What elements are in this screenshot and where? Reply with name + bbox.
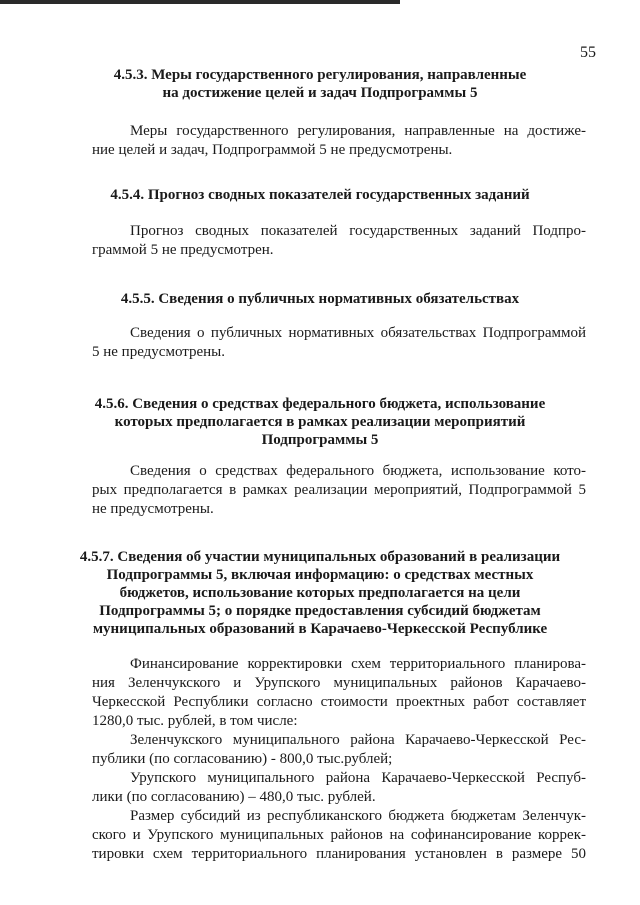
text-line: Размер субсидий из республиканского бюджета бюджетам Зеленчук- <box>130 808 586 824</box>
heading-line: 4.5.6. Сведения о средствах федерального бюджета, использование <box>94 396 546 412</box>
heading-line: Подпрограммы 5, включая информацию: о средствах местных <box>106 567 534 583</box>
heading-line: бюджетов, использование которых предполагается на цели <box>119 585 521 601</box>
heading-line: Подпрограммы 5; о порядке предоставления субсидий бюджетам <box>99 603 541 619</box>
text-line: Черкесской Республики согласно стоимости проектных работ составляет <box>92 694 586 710</box>
text-line: 1280,0 тыс. рублей, в том числе: <box>92 713 298 729</box>
heading-line: 4.5.7. Сведения об участии муниципальных образований в реализации <box>79 549 561 565</box>
text-line: Сведения о средствах федерального бюджета, использование кото- <box>130 463 586 479</box>
text-line: ского и Урупского муниципальных районов на софинансирование коррек- <box>92 827 586 843</box>
text-line: Прогноз сводных показателей государственных заданий Подпро- <box>130 223 586 239</box>
heading-line: 4.5.5. Сведения о публичных нормативных обязательствах <box>120 291 520 307</box>
heading-line: на достижение целей и задач Подпрограммы 5 <box>162 85 478 101</box>
text-line: Урупского муниципального района Карачаево-Черкесской Респуб- <box>130 770 586 786</box>
text-line: Сведения о публичных нормативных обязательствах Подпрограммой <box>130 325 586 341</box>
section-4-5-3-text <box>92 122 586 160</box>
heading-line: Подпрограммы 5 <box>261 432 379 448</box>
text-line: 5 не предусмотрены. <box>92 344 226 360</box>
page-number: 55 <box>580 44 596 61</box>
heading-line: 4.5.3. Меры государственного регулирования, направленные <box>113 67 527 83</box>
heading-line: которых предполагается в рамках реализации мероприятий <box>114 414 526 430</box>
text-line: Зеленчукского муниципального района Карачаево-Черкесской Рес- <box>130 732 586 748</box>
text-line: рых предполагается в рамках реализации мероприятий, Подпрограммой 5 <box>92 482 586 498</box>
scan-edge-line <box>0 0 400 4</box>
text-line: граммой 5 не предусмотрен. <box>92 242 274 258</box>
section-4-5-7-heading <box>0 548 640 638</box>
section-4-5-5-heading <box>0 290 640 308</box>
text-line: ние целей и задач, Подпрограммой 5 не предусмотрены. <box>92 142 453 158</box>
section-4-5-6-text <box>92 462 586 519</box>
text-line: Финансирование корректировки схем территориального планирова- <box>130 656 586 672</box>
text-line: ния Зеленчукского и Урупского муниципальных районов Карачаево- <box>92 675 586 691</box>
section-4-5-4-text <box>92 222 586 260</box>
text-line: лики (по согласованию) – 480,0 тыс. рублей. <box>92 789 376 805</box>
text-line: тировки схем территориального планирования установлен в размере 50 <box>92 846 586 862</box>
section-4-5-4-heading <box>0 186 640 204</box>
text-line: публики (по согласованию) - 800,0 тыс.рублей; <box>92 751 393 767</box>
text-line: не предусмотрены. <box>92 501 214 517</box>
section-4-5-5-text <box>92 324 586 362</box>
text-line: Меры государственного регулирования, направленные на достиже- <box>130 123 586 139</box>
heading-line: муниципальных образований в Карачаево-Черкесской Республике <box>92 621 548 637</box>
section-4-5-7-text <box>92 655 586 864</box>
heading-line: 4.5.4. Прогноз сводных показателей государственных заданий <box>110 187 530 203</box>
section-4-5-6-heading <box>0 395 640 449</box>
section-4-5-3-heading <box>0 66 640 102</box>
